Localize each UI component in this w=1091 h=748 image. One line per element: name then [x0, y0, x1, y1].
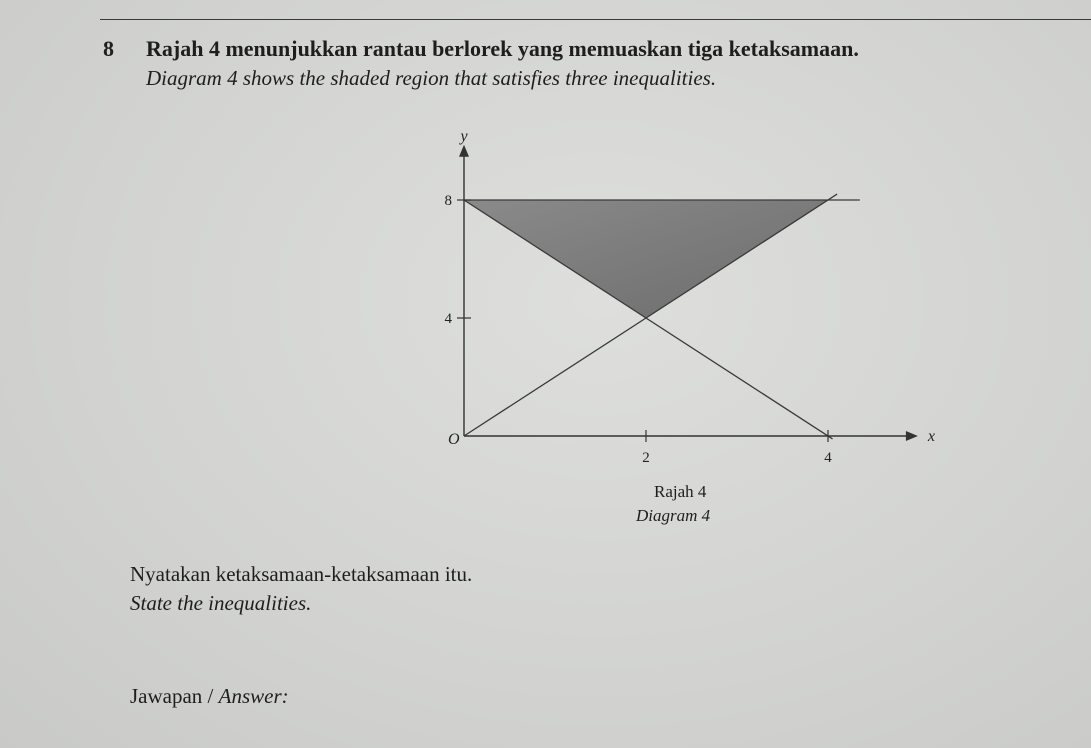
x-axis-label: x: [927, 428, 936, 445]
question-text-english: Diagram 4 shows the shaded region that satisfies three inequalities.: [146, 66, 717, 90]
answer-label-english: Answer:: [218, 684, 289, 708]
y-axis-arrow-icon: [459, 145, 469, 157]
top-rule: [100, 19, 1091, 20]
question-number: 8: [103, 36, 114, 61]
x-axis-arrow-icon: [906, 431, 918, 441]
inequality-diagram: [420, 110, 940, 470]
x-tick-label-4: 4: [824, 450, 832, 466]
y-tick-label-8: 8: [444, 193, 452, 209]
y-axis-label: y: [460, 127, 468, 145]
y-tick-label-4: 4: [444, 311, 452, 327]
shaded-region: [464, 200, 828, 318]
instruction-english: State the inequalities.: [130, 591, 312, 615]
question-text-malay: Rajah 4 menunjukkan rantau berlorek yang memuaskan tiga ketaksamaan.: [146, 36, 859, 61]
answer-label-malay: Jawapan /: [130, 684, 214, 708]
instruction-malay: Nyatakan ketaksamaan-ketaksamaan itu.: [130, 562, 473, 586]
origin-label: O: [448, 431, 460, 448]
answer-label: [130, 684, 289, 709]
diagram-caption-malay: Rajah 4: [654, 482, 707, 501]
diagram-caption-english: Diagram 4: [636, 506, 711, 525]
x-tick-label-2: 2: [642, 450, 650, 466]
